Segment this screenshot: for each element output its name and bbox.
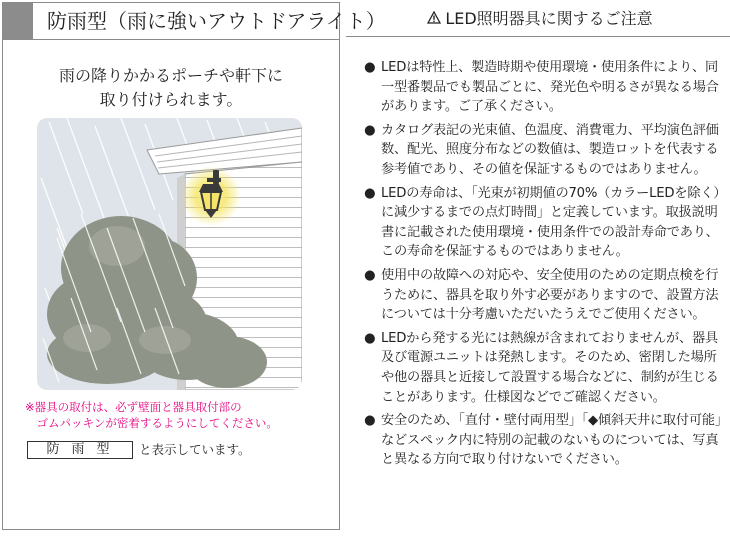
rainproof-label-box: 防雨型 bbox=[27, 441, 133, 459]
notice-item bbox=[364, 329, 726, 407]
bullet-icon: ● bbox=[364, 122, 376, 138]
notice-text: 使用中の故障への対応や、安全使用のための定期点検を行うために、器具を取り外す必要がありますので、設置方法については十分考慮いただいたうえでご使用ください。 bbox=[381, 267, 719, 323]
rainproof-title: 防雨型（雨に強いアウトドアライト） bbox=[47, 9, 386, 33]
led-notice-title-text: LED照明器具に関するご注意 bbox=[445, 9, 653, 28]
bullet-icon: ● bbox=[364, 413, 376, 429]
warning-icon bbox=[427, 11, 441, 24]
notice-item bbox=[364, 411, 726, 470]
bullet-icon: ● bbox=[364, 60, 376, 75]
bullet-icon: ● bbox=[364, 330, 376, 346]
title-accent-block bbox=[3, 3, 33, 39]
notice-item bbox=[364, 58, 726, 117]
installation-note-line2: ゴムパッキンが密着するようにしてください。 bbox=[25, 416, 278, 430]
bullet-icon: ● bbox=[364, 185, 376, 201]
notice-text: LEDは特性上、製造時期や使用環境・使用条件により、同一型番製品でも製品ごとに、発光色や明るさが異なる場合があります。ご了承ください。 bbox=[381, 60, 719, 115]
notice-text: LEDから発する光には熱線が含まれておりませんが、器具及び電源ユニットは発熱します。そのため、密閉した場所や他の器具と近接して設置する場合などに、制約が生じることがあります。仕様図などでご確認ください。 bbox=[381, 330, 719, 405]
porch-lamp-illustration bbox=[37, 118, 302, 390]
notice-item bbox=[364, 184, 726, 262]
rainproof-label-suffix: と表示しています。 bbox=[139, 442, 251, 457]
notice-text: 安全のため、「直付・壁付両用型」「◆傾斜天井に取付可能」などスペック内に特別の記載のないものについては、写真と異なる方向で取り付けないでください。 bbox=[381, 413, 722, 468]
installation-note-line1: ※器具の取付は、必ず壁面と器具取付部の bbox=[25, 400, 242, 414]
rainproof-panel bbox=[2, 2, 386, 530]
notice-text: カタログ表記の光束値、色温度、消費電力、平均演色評価数、配光、照度分布などの数値は、製造ロットを代表する参考値であり、その値を保証するものではありません。 bbox=[381, 122, 719, 177]
rainproof-subtitle-line2: 取り付けられます。 bbox=[99, 90, 243, 109]
rainproof-title-bar bbox=[3, 3, 386, 40]
notice-text: LEDの寿命は、「光束が初期値の70%（カラーLEDを除く）に減少するまでの点灯時間」と定義しています。取扱説明書に記載された使用環境・使用条件での設計寿命であり、この寿命を保証するものではありません。 bbox=[381, 185, 720, 260]
notice-item bbox=[364, 121, 726, 180]
led-notice-title bbox=[350, 8, 730, 30]
notice-item bbox=[364, 266, 726, 325]
title-divider bbox=[346, 36, 730, 37]
bullet-icon: ● bbox=[364, 267, 376, 283]
rainproof-subtitle-line1: 雨の降りかかるポーチや軒下に bbox=[58, 66, 283, 85]
led-notice-list bbox=[364, 58, 726, 474]
